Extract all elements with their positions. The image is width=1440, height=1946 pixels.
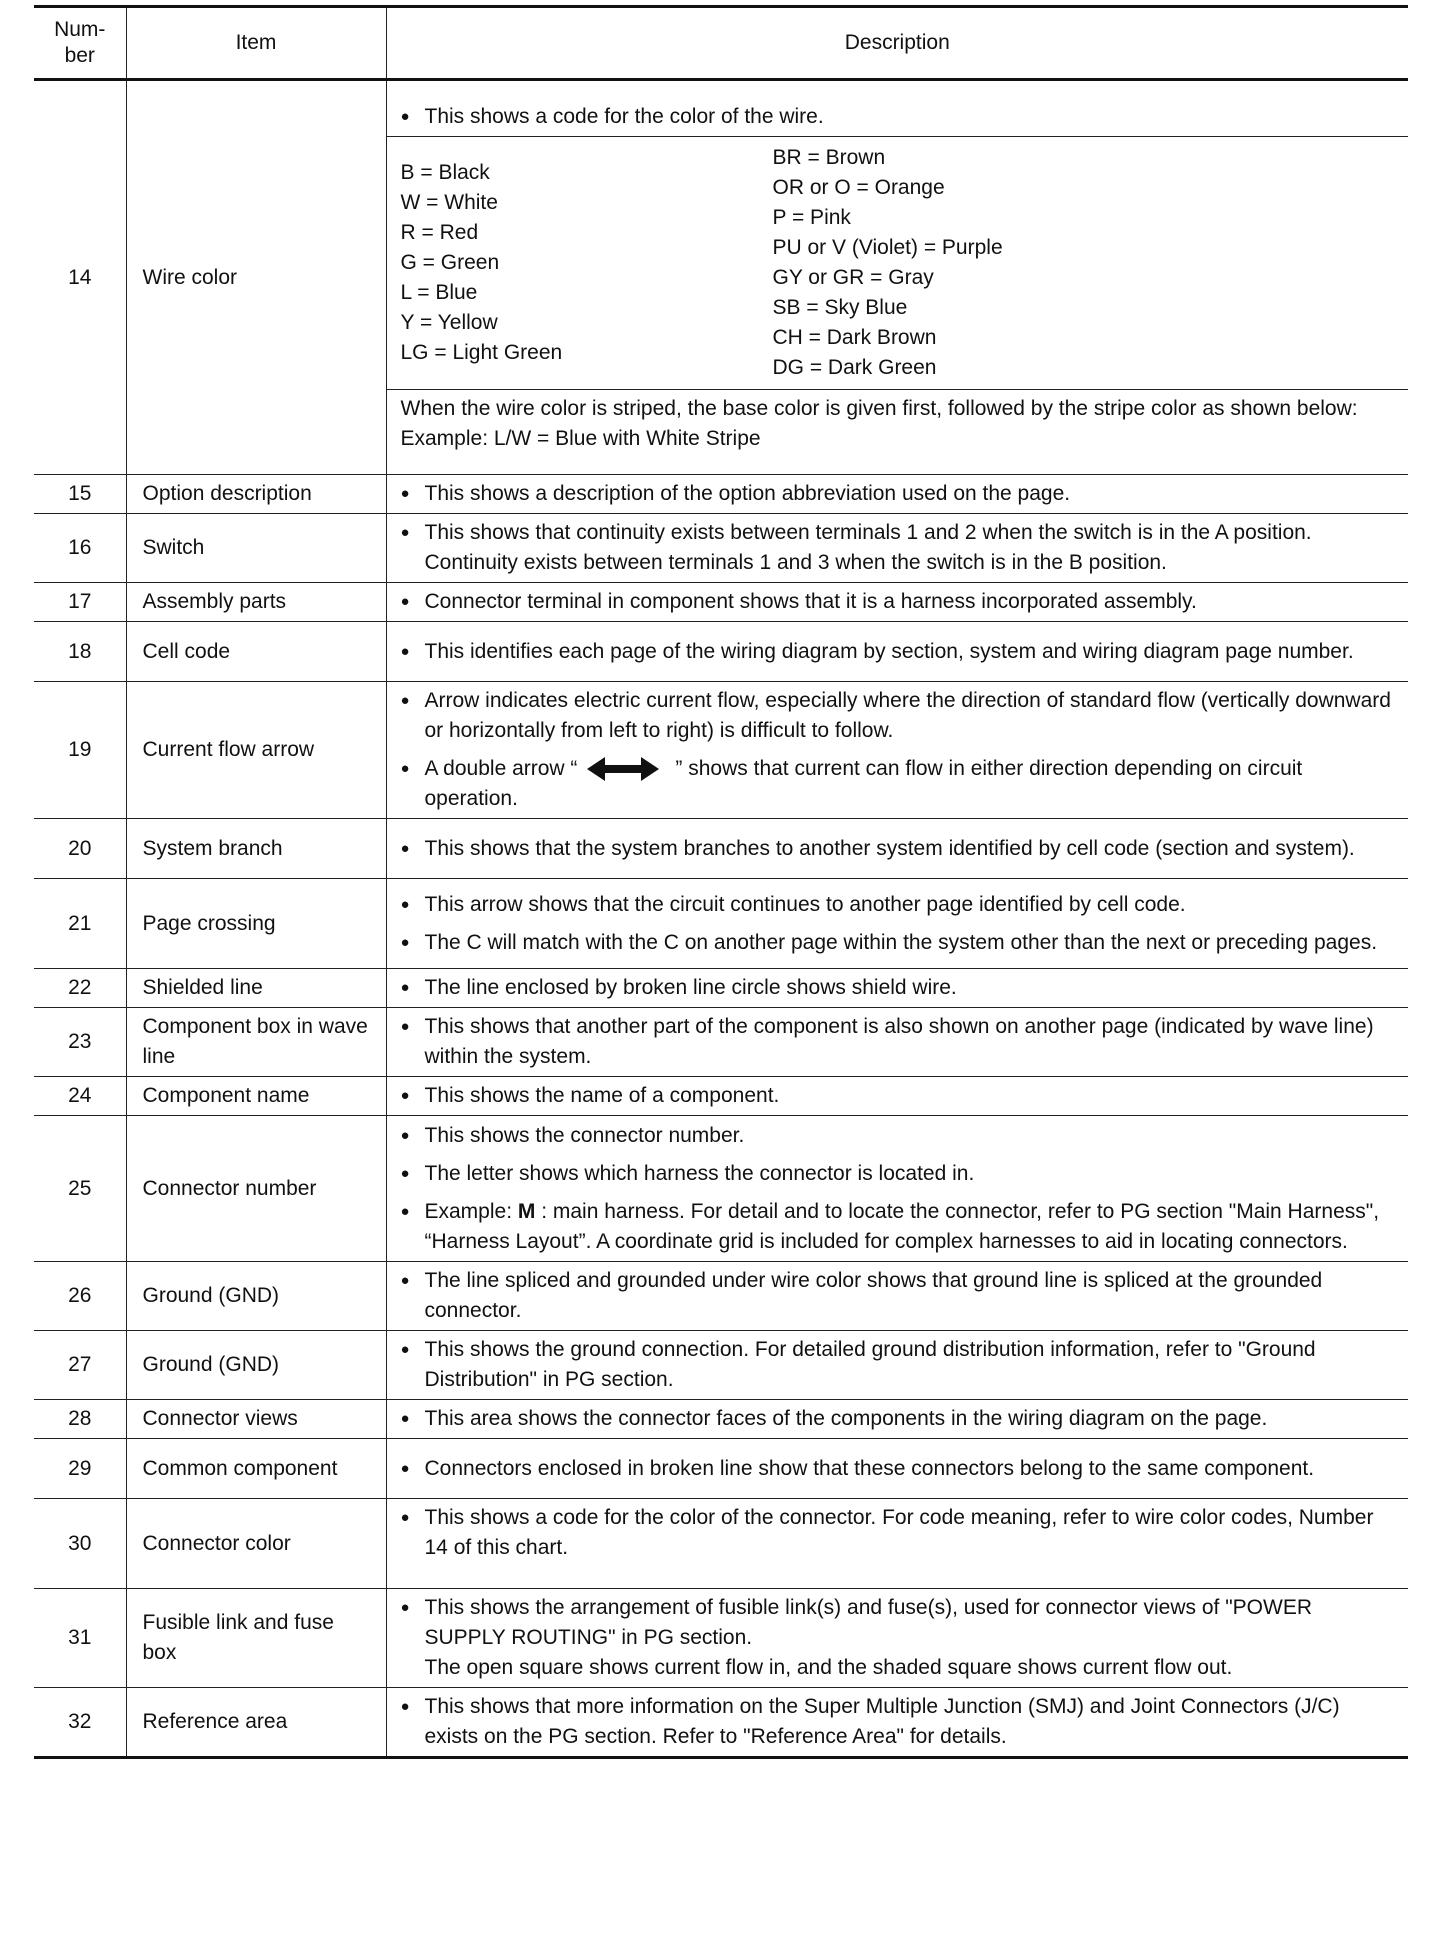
row-description <box>386 1589 1408 1688</box>
row-number: 28 <box>34 1400 126 1439</box>
bullet-text: ● This shows that the system branches to another system identified by cell code (section and system). <box>401 834 1395 864</box>
table-row <box>34 1116 1408 1262</box>
bullet-text: ● The letter shows which harness the connector is located in. <box>401 1159 1395 1189</box>
row-item: Connector views <box>126 1400 386 1439</box>
row-item: System branch <box>126 819 386 879</box>
color-codes-right <box>773 143 1003 383</box>
table-row <box>34 1400 1408 1439</box>
color-codes-left <box>401 158 773 368</box>
bullet-list <box>401 973 1395 1003</box>
bullet-text: ● This shows a code for the color of the connector. For code meaning, refer to wire color codes, Number 14 of this chart. <box>401 1503 1395 1563</box>
color-code: B = Black <box>400 160 490 184</box>
bullet-list <box>401 1593 1395 1653</box>
row-number: 30 <box>34 1499 126 1589</box>
row-item: Cell code <box>126 622 386 682</box>
table-row <box>34 475 1408 514</box>
bullet-list <box>401 1266 1395 1326</box>
row-item: Ground (GND) <box>126 1331 386 1400</box>
row-number: 26 <box>34 1262 126 1331</box>
row-item: Wire color <box>126 80 386 475</box>
row-description <box>386 1262 1408 1331</box>
color-code: DG = Dark Green <box>772 355 937 379</box>
bullet-list <box>401 834 1395 864</box>
bullet-list <box>401 686 1395 814</box>
bullet-text: ● Connectors enclosed in broken line show that these connectors belong to the same component. <box>401 1454 1395 1484</box>
table-row <box>34 819 1408 879</box>
table-row <box>34 622 1408 682</box>
bullet-text: ● This shows the ground connection. For detailed ground distribution information, refer to "Ground Distribution" in PG section. <box>401 1335 1395 1395</box>
row-number: 15 <box>34 475 126 514</box>
row-description <box>386 1688 1408 1758</box>
bullet-list <box>401 1692 1395 1752</box>
header-item: Item <box>126 7 386 80</box>
table-row <box>34 879 1408 969</box>
example-detail: : main harness. For detail and to locate the connector, refer to PG section "Main Harness", “Harness Layout”. A coordinate grid is included for complex harnesses to aid in locating connectors. <box>424 1199 1380 1253</box>
row-item: Ground (GND) <box>126 1262 386 1331</box>
row-item: Component name <box>126 1077 386 1116</box>
wire-color-intro <box>387 98 1409 136</box>
bullet-list <box>401 1012 1395 1072</box>
table-row <box>34 1077 1408 1116</box>
bullet-text: ● This identifies each page of the wiring diagram by section, system and wiring diagram page number. <box>401 637 1395 667</box>
row-number: 16 <box>34 514 126 583</box>
color-code: LG = Light Green <box>400 340 563 364</box>
row-item: Switch <box>126 514 386 583</box>
row-description <box>386 969 1408 1008</box>
table-row <box>34 1688 1408 1758</box>
wire-color-codes <box>387 136 1409 389</box>
row-number: 25 <box>34 1116 126 1262</box>
bullet-list <box>401 479 1395 509</box>
row-description <box>386 1400 1408 1439</box>
bullet-list <box>401 1121 1395 1257</box>
continuation-text: The open square shows current flow in, and the shaded square shows current flow out. <box>424 1656 1233 1679</box>
arrow-text-after: ” shows that current can flow in either direction depending on circuit operation. <box>424 757 1303 810</box>
bullet-list <box>401 587 1395 617</box>
row-number: 23 <box>34 1008 126 1077</box>
bullet-list <box>401 1081 1395 1111</box>
row-description <box>386 682 1408 819</box>
row-item: Reference area <box>126 1688 386 1758</box>
row-number: 17 <box>34 583 126 622</box>
bullet-text: ● This shows that more information on the Super Multiple Junction (SMJ) and Joint Connectors (J/C) exists on the PG section. Refer to "Reference Area" for details. <box>401 1692 1395 1752</box>
row-number: 18 <box>34 622 126 682</box>
row-item: Common component <box>126 1439 386 1499</box>
bullet-text: ● This arrow shows that the circuit continues to another page identified by cell code. <box>401 890 1395 920</box>
reference-table-sheet <box>34 5 1408 1759</box>
row-item: Assembly parts <box>126 583 386 622</box>
row-description <box>386 80 1408 475</box>
table-row <box>34 1499 1408 1589</box>
table-row <box>34 583 1408 622</box>
bullet-text: ● This shows that continuity exists between terminals 1 and 2 when the switch is in the A position. Continuity exists between terminals 1 and 3 when the switch is in the B position. <box>401 518 1395 578</box>
bullet-text: ● This shows that another part of the component is also shown on another page (indicated by wave line) within the system. <box>401 1012 1395 1072</box>
row-description <box>386 622 1408 682</box>
color-code: OR or O = Orange <box>772 175 945 199</box>
row-item: Component box in wave line <box>126 1008 386 1077</box>
bullet-text: ● Arrow indicates electric current flow, especially where the direction of standard flow (vertically downward or horizontally from left to right) is difficult to follow. <box>401 686 1395 746</box>
row-item: Shielded line <box>126 969 386 1008</box>
row-description <box>386 475 1408 514</box>
color-code: R = Red <box>400 220 479 244</box>
bullet-list <box>401 1503 1395 1563</box>
table-row <box>34 1439 1408 1499</box>
bullet-text: ● The line enclosed by broken line circle shows shield wire. <box>401 973 1395 1003</box>
row-number: 29 <box>34 1439 126 1499</box>
bullet-list <box>401 518 1395 578</box>
row-number: 22 <box>34 969 126 1008</box>
bullet-text: ● This shows a code for the color of the wire. <box>401 102 1395 132</box>
row-description <box>386 1077 1408 1116</box>
color-code: P = Pink <box>772 205 851 229</box>
row-description <box>386 514 1408 583</box>
bullet-list <box>401 1335 1395 1395</box>
arrow-text-before: A double arrow “ <box>424 757 578 780</box>
wiring-legend-table <box>34 5 1408 1759</box>
table-row <box>34 1589 1408 1688</box>
example-label: Example: <box>424 1199 518 1223</box>
color-code: G = Green <box>400 250 500 274</box>
bullet-text: ● The line spliced and grounded under wire color shows that ground line is spliced at the grounded connector. <box>401 1266 1395 1326</box>
harness-letter: M <box>517 1199 536 1223</box>
color-code: BR = Brown <box>772 145 886 169</box>
table-header-row <box>34 7 1408 80</box>
bullet-text: ● The C will match with the C on another page within the system other than the next or preceding pages. <box>401 928 1395 958</box>
table-row <box>34 1008 1408 1077</box>
table-row <box>34 969 1408 1008</box>
row-description <box>386 1499 1408 1589</box>
row-item: Connector color <box>126 1499 386 1589</box>
row-item: Connector number <box>126 1116 386 1262</box>
row-number: 21 <box>34 879 126 969</box>
bullet-list <box>401 1454 1395 1484</box>
color-code: L = Blue <box>400 280 478 304</box>
row-item: Current flow arrow <box>126 682 386 819</box>
row-item: Page crossing <box>126 879 386 969</box>
row-item: Fusible link and fuse box <box>126 1589 386 1688</box>
bullet-text <box>401 1197 1395 1257</box>
color-code: PU or V (Violet) = Purple <box>772 235 1003 259</box>
color-code: W = White <box>400 190 498 214</box>
color-code: GY or GR = Gray <box>772 265 934 289</box>
row-item: Option description <box>126 475 386 514</box>
row-number: 31 <box>34 1589 126 1688</box>
row-number: 20 <box>34 819 126 879</box>
row-description <box>386 1116 1408 1262</box>
table-row <box>34 514 1408 583</box>
row-description <box>386 879 1408 969</box>
bullet-text: ● This area shows the connector faces of the components in the wiring diagram on the page. <box>401 1404 1395 1434</box>
row-number: 32 <box>34 1688 126 1758</box>
row-number: 24 <box>34 1077 126 1116</box>
color-code: CH = Dark Brown <box>772 325 937 349</box>
row-description <box>386 1331 1408 1400</box>
row-number: 27 <box>34 1331 126 1400</box>
bullet-text: ● This shows the name of a component. <box>401 1081 1395 1111</box>
table-row <box>34 80 1408 475</box>
row-description <box>386 1439 1408 1499</box>
bullet-list <box>401 890 1395 958</box>
row-number: 14 <box>34 80 126 475</box>
header-description: Description <box>386 7 1408 80</box>
header-number: Num- ber <box>34 7 126 80</box>
bullet-text: ● Connector terminal in component shows that it is a harness incorporated assembly. <box>401 587 1395 617</box>
color-code: SB = Sky Blue <box>772 295 908 319</box>
bullet-text: ● This shows the connector number. <box>401 1121 1395 1151</box>
bullet-list <box>401 637 1395 667</box>
stripe-note <box>387 389 1409 458</box>
bullet-text: ● This shows the arrangement of fusible link(s) and fuse(s), used for connector views of "POWER SUPPLY ROUTING" in PG section. <box>401 1593 1395 1653</box>
bullet-text: ● This shows a description of the option abbreviation used on the page. <box>401 479 1395 509</box>
bullet-list <box>401 1404 1395 1434</box>
row-description <box>386 583 1408 622</box>
row-number: 19 <box>34 682 126 819</box>
row-description <box>386 819 1408 879</box>
row-description <box>386 1008 1408 1077</box>
table-row <box>34 1331 1408 1400</box>
stripe-example-text: Example: L/W = Blue with White Stripe <box>400 426 761 450</box>
table-row <box>34 1262 1408 1331</box>
bullet-text <box>401 754 1395 814</box>
color-code: Y = Yellow <box>400 310 498 334</box>
table-row <box>34 682 1408 819</box>
stripe-note-text: When the wire color is striped, the base color is given first, followed by the stripe color as shown below: <box>400 396 1358 420</box>
double-arrow-icon <box>585 756 661 782</box>
